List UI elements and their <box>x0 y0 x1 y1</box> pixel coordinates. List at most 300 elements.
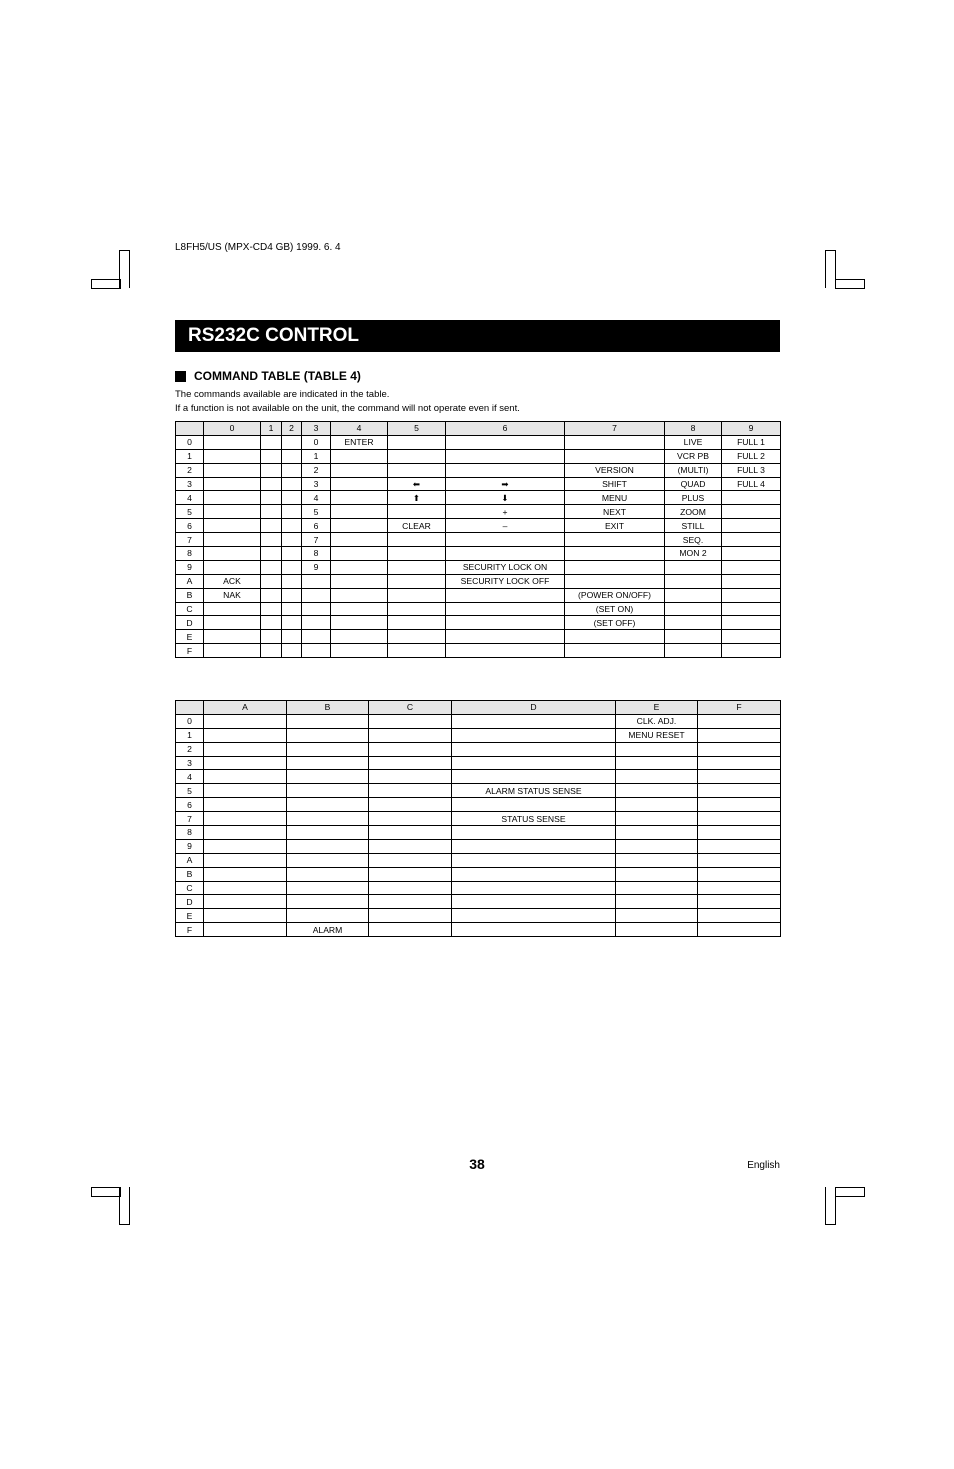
table-cell <box>282 435 302 449</box>
table-cell <box>287 798 369 812</box>
row-header: 0 <box>176 714 204 728</box>
table-cell: (MULTI) <box>665 463 722 477</box>
command-table-2 <box>175 700 781 937</box>
table-cell: ⬅ <box>388 477 446 491</box>
row-header: E <box>176 909 204 923</box>
table-row <box>176 547 781 561</box>
table-cell <box>722 560 781 574</box>
crop-mark-bottom-left <box>119 1187 130 1225</box>
table-cell <box>452 909 616 923</box>
table-cell: + <box>446 505 565 519</box>
table-cell: ⬇ <box>446 491 565 505</box>
table-cell <box>331 477 388 491</box>
table-cell: 0 <box>302 435 331 449</box>
table-cell <box>282 449 302 463</box>
crop-mark-top-left <box>119 250 130 288</box>
row-header: A <box>176 574 204 588</box>
table-cell <box>331 519 388 533</box>
table-cell <box>204 923 287 937</box>
table-cell <box>369 812 452 826</box>
table-cell <box>616 867 698 881</box>
table-cell <box>282 560 302 574</box>
table-cell <box>616 798 698 812</box>
table-row <box>176 784 781 798</box>
table-cell: 7 <box>302 533 331 547</box>
column-header: E <box>616 701 698 715</box>
table-cell <box>388 616 446 630</box>
table-cell <box>369 742 452 756</box>
table-cell <box>369 839 452 853</box>
table-cell <box>331 644 388 658</box>
table-cell <box>369 867 452 881</box>
row-header: 1 <box>176 728 204 742</box>
table-row <box>176 435 781 449</box>
table-cell <box>446 547 565 561</box>
table-cell <box>302 644 331 658</box>
table-cell: CLK. ADJ. <box>616 714 698 728</box>
table-cell: 5 <box>302 505 331 519</box>
table-cell <box>698 923 781 937</box>
table-cell: VERSION <box>565 463 665 477</box>
table-cell <box>698 812 781 826</box>
row-header: 1 <box>176 449 204 463</box>
table-cell <box>446 616 565 630</box>
table-cell <box>287 756 369 770</box>
table-cell <box>331 491 388 505</box>
table-cell <box>698 867 781 881</box>
table-cell <box>282 547 302 561</box>
table-cell <box>388 560 446 574</box>
table-cell <box>204 867 287 881</box>
job-line: L8FH5/US (MPX-CD4 GB) 1999. 6. 4 <box>175 242 341 253</box>
table-cell <box>302 574 331 588</box>
table-cell <box>204 728 287 742</box>
table-cell <box>204 756 287 770</box>
table-cell <box>261 463 282 477</box>
table-cell <box>287 867 369 881</box>
table-cell <box>204 853 287 867</box>
table-cell <box>261 574 282 588</box>
table-cell <box>616 923 698 937</box>
table-cell <box>369 923 452 937</box>
table-cell <box>698 728 781 742</box>
row-header: C <box>176 602 204 616</box>
table-cell: SHIFT <box>565 477 665 491</box>
table-cell: ⬆ <box>388 491 446 505</box>
row-header: 3 <box>176 756 204 770</box>
table-cell <box>388 463 446 477</box>
table-cell <box>616 784 698 798</box>
column-header: 1 <box>261 422 282 436</box>
row-header: D <box>176 616 204 630</box>
table-cell <box>261 602 282 616</box>
table-row <box>176 477 781 491</box>
table-cell <box>282 519 302 533</box>
table-cell <box>665 644 722 658</box>
table-cell: CLEAR <box>388 519 446 533</box>
table-cell <box>722 602 781 616</box>
table-cell <box>204 784 287 798</box>
table-corner <box>176 701 204 715</box>
section-heading <box>175 369 361 383</box>
table-row <box>176 923 781 937</box>
intro-line: The commands available are indicated in the table. <box>175 389 390 400</box>
table-cell: NEXT <box>565 505 665 519</box>
table-row <box>176 588 781 602</box>
table-cell <box>369 881 452 895</box>
table-cell <box>452 923 616 937</box>
table-row <box>176 812 781 826</box>
language-label: English <box>747 1160 780 1171</box>
row-header: 2 <box>176 742 204 756</box>
table-cell <box>616 826 698 840</box>
column-header: C <box>369 701 452 715</box>
table-cell <box>282 574 302 588</box>
table-cell <box>302 630 331 644</box>
intro-text <box>175 388 520 415</box>
table-row <box>176 867 781 881</box>
table-cell: FULL 1 <box>722 435 781 449</box>
table-cell <box>452 881 616 895</box>
table-row <box>176 463 781 477</box>
table-cell <box>204 560 261 574</box>
table-cell <box>261 588 282 602</box>
table-cell <box>204 812 287 826</box>
crop-mark-top-right <box>825 250 836 288</box>
table-cell <box>452 839 616 853</box>
table-cell: – <box>446 519 565 533</box>
table-row <box>176 742 781 756</box>
table-cell <box>452 728 616 742</box>
table-cell <box>446 588 565 602</box>
table-cell <box>388 505 446 519</box>
table-cell <box>369 798 452 812</box>
table-corner <box>176 422 204 436</box>
table-cell <box>287 728 369 742</box>
table-cell: 6 <box>302 519 331 533</box>
column-header: 8 <box>665 422 722 436</box>
table-cell: MENU RESET <box>616 728 698 742</box>
table-cell: MON 2 <box>665 547 722 561</box>
row-header: C <box>176 881 204 895</box>
table-cell <box>616 742 698 756</box>
table-cell <box>204 909 287 923</box>
table-row <box>176 616 781 630</box>
table-cell <box>665 560 722 574</box>
table-row <box>176 881 781 895</box>
table-cell: ZOOM <box>665 505 722 519</box>
table-row <box>176 714 781 728</box>
table-cell <box>287 742 369 756</box>
row-header: 3 <box>176 477 204 491</box>
table-cell <box>331 533 388 547</box>
table-cell <box>722 505 781 519</box>
table-row <box>176 574 781 588</box>
table-row <box>176 756 781 770</box>
table-cell: STATUS SENSE <box>452 812 616 826</box>
table-cell <box>331 463 388 477</box>
table-cell <box>282 616 302 630</box>
table-cell <box>452 742 616 756</box>
table-cell <box>565 449 665 463</box>
table-cell <box>665 588 722 602</box>
table-cell <box>302 602 331 616</box>
table-cell <box>331 505 388 519</box>
table-row <box>176 728 781 742</box>
table-cell <box>282 505 302 519</box>
column-header: B <box>287 701 369 715</box>
table-cell <box>331 547 388 561</box>
table-cell <box>565 435 665 449</box>
row-header: A <box>176 853 204 867</box>
table-cell <box>616 881 698 895</box>
table-cell <box>331 560 388 574</box>
column-header: 2 <box>282 422 302 436</box>
crop-mark-bottom-right <box>835 1187 865 1197</box>
table-row <box>176 630 781 644</box>
table-cell <box>388 630 446 644</box>
row-header: 6 <box>176 798 204 812</box>
table-cell <box>388 602 446 616</box>
row-header: 9 <box>176 839 204 853</box>
row-header: F <box>176 923 204 937</box>
table-cell: FULL 2 <box>722 449 781 463</box>
table-cell: FULL 3 <box>722 463 781 477</box>
table-cell <box>616 909 698 923</box>
table-cell <box>369 853 452 867</box>
table-cell: LIVE <box>665 435 722 449</box>
table-row <box>176 505 781 519</box>
table-cell <box>698 853 781 867</box>
table-cell: 3 <box>302 477 331 491</box>
table-cell: ALARM <box>287 923 369 937</box>
table-cell <box>446 533 565 547</box>
page-number: 38 <box>469 1156 485 1172</box>
row-header: 8 <box>176 826 204 840</box>
table-cell <box>261 644 282 658</box>
table-cell <box>261 491 282 505</box>
table-cell: STILL <box>665 519 722 533</box>
row-header: 5 <box>176 784 204 798</box>
table-cell <box>616 756 698 770</box>
table-cell <box>665 630 722 644</box>
table-cell: 2 <box>302 463 331 477</box>
table-cell <box>446 644 565 658</box>
row-header: D <box>176 895 204 909</box>
row-header: 7 <box>176 812 204 826</box>
table-cell <box>261 449 282 463</box>
column-header: 4 <box>331 422 388 436</box>
table-row <box>176 644 781 658</box>
table-cell <box>388 574 446 588</box>
table-cell <box>698 909 781 923</box>
table-cell <box>282 463 302 477</box>
column-header: A <box>204 701 287 715</box>
row-header: 4 <box>176 491 204 505</box>
table-cell <box>282 602 302 616</box>
table-cell <box>452 714 616 728</box>
table-cell <box>698 839 781 853</box>
table-cell <box>369 895 452 909</box>
table-cell <box>331 449 388 463</box>
row-header: 0 <box>176 435 204 449</box>
table-cell <box>282 644 302 658</box>
table-cell <box>452 867 616 881</box>
table-cell <box>722 588 781 602</box>
table-cell <box>287 895 369 909</box>
command-table-1 <box>175 421 781 658</box>
table-cell <box>204 602 261 616</box>
table-row <box>176 602 781 616</box>
table-cell <box>204 881 287 895</box>
table-cell <box>204 630 261 644</box>
table-cell <box>261 630 282 644</box>
table-cell <box>446 630 565 644</box>
table-cell <box>452 895 616 909</box>
intro-line: If a function is not available on the unit, the command will not operate even if sent. <box>175 402 520 414</box>
table-cell <box>287 784 369 798</box>
crop-mark-bottom-left <box>91 1187 121 1197</box>
table-cell <box>698 826 781 840</box>
table-cell: ALARM STATUS SENSE <box>452 784 616 798</box>
column-header: F <box>698 701 781 715</box>
table-row <box>176 533 781 547</box>
table-cell <box>282 630 302 644</box>
table-cell <box>204 839 287 853</box>
table-cell: QUAD <box>665 477 722 491</box>
table-cell <box>446 602 565 616</box>
table-cell <box>698 742 781 756</box>
table-cell <box>282 477 302 491</box>
table-cell <box>722 630 781 644</box>
table-cell <box>452 770 616 784</box>
table-cell <box>204 519 261 533</box>
table-cell <box>698 784 781 798</box>
table-cell: SEQ. <box>665 533 722 547</box>
column-header: 3 <box>302 422 331 436</box>
table-cell <box>616 770 698 784</box>
table-cell: MENU <box>565 491 665 505</box>
table-cell <box>261 505 282 519</box>
table-header-row <box>176 422 781 436</box>
table-cell <box>204 435 261 449</box>
square-bullet-icon <box>175 371 186 382</box>
table-cell: SECURITY LOCK OFF <box>446 574 565 588</box>
table-cell <box>204 533 261 547</box>
table-row <box>176 519 781 533</box>
page-title: RS232C CONTROL <box>175 320 780 352</box>
table-cell <box>331 602 388 616</box>
table-cell: EXIT <box>565 519 665 533</box>
table-cell <box>204 742 287 756</box>
table-row <box>176 770 781 784</box>
table-cell <box>565 560 665 574</box>
table-cell <box>616 895 698 909</box>
table-cell <box>204 770 287 784</box>
table-cell <box>616 853 698 867</box>
table-cell <box>452 826 616 840</box>
table-cell <box>698 798 781 812</box>
table-cell: ENTER <box>331 435 388 449</box>
table-cell: 8 <box>302 547 331 561</box>
table-cell <box>287 812 369 826</box>
table-cell: (SET ON) <box>565 602 665 616</box>
table-cell <box>722 533 781 547</box>
table-cell <box>452 798 616 812</box>
table-cell <box>388 533 446 547</box>
row-header: 5 <box>176 505 204 519</box>
table-cell <box>452 756 616 770</box>
table-cell <box>287 770 369 784</box>
row-header: 6 <box>176 519 204 533</box>
table-cell: (SET OFF) <box>565 616 665 630</box>
table-cell <box>446 463 565 477</box>
table-cell <box>446 449 565 463</box>
table-cell <box>331 630 388 644</box>
row-header: 8 <box>176 547 204 561</box>
table-cell <box>722 547 781 561</box>
table-cell <box>722 616 781 630</box>
table-cell <box>698 881 781 895</box>
table-cell <box>565 547 665 561</box>
table-row <box>176 826 781 840</box>
table-cell <box>261 560 282 574</box>
row-header: F <box>176 644 204 658</box>
table-cell <box>369 909 452 923</box>
table-cell <box>331 616 388 630</box>
table-cell <box>302 616 331 630</box>
table-cell: 4 <box>302 491 331 505</box>
table-cell <box>204 826 287 840</box>
table-cell <box>388 644 446 658</box>
table-cell <box>287 909 369 923</box>
table-cell <box>204 895 287 909</box>
table-cell <box>369 714 452 728</box>
table-cell <box>287 853 369 867</box>
table-cell: FULL 4 <box>722 477 781 491</box>
column-header: 6 <box>446 422 565 436</box>
table-cell <box>282 588 302 602</box>
table-cell <box>369 770 452 784</box>
table-cell <box>261 547 282 561</box>
table-cell <box>282 491 302 505</box>
table-cell: 1 <box>302 449 331 463</box>
table-cell <box>388 435 446 449</box>
table-row <box>176 909 781 923</box>
table-cell <box>287 839 369 853</box>
table-cell: ACK <box>204 574 261 588</box>
table-cell <box>722 519 781 533</box>
table-row <box>176 853 781 867</box>
table-cell <box>204 644 261 658</box>
table-cell: VCR PB <box>665 449 722 463</box>
table-cell: PLUS <box>665 491 722 505</box>
table-cell <box>261 477 282 491</box>
table-cell <box>261 519 282 533</box>
row-header: 4 <box>176 770 204 784</box>
table-cell <box>204 547 261 561</box>
table-row <box>176 560 781 574</box>
table-cell <box>616 839 698 853</box>
column-header: 0 <box>204 422 261 436</box>
table-cell <box>204 449 261 463</box>
table-cell <box>261 533 282 547</box>
table-row <box>176 895 781 909</box>
table-cell <box>388 449 446 463</box>
column-header: 5 <box>388 422 446 436</box>
table-cell <box>369 728 452 742</box>
table-cell: SECURITY LOCK ON <box>446 560 565 574</box>
